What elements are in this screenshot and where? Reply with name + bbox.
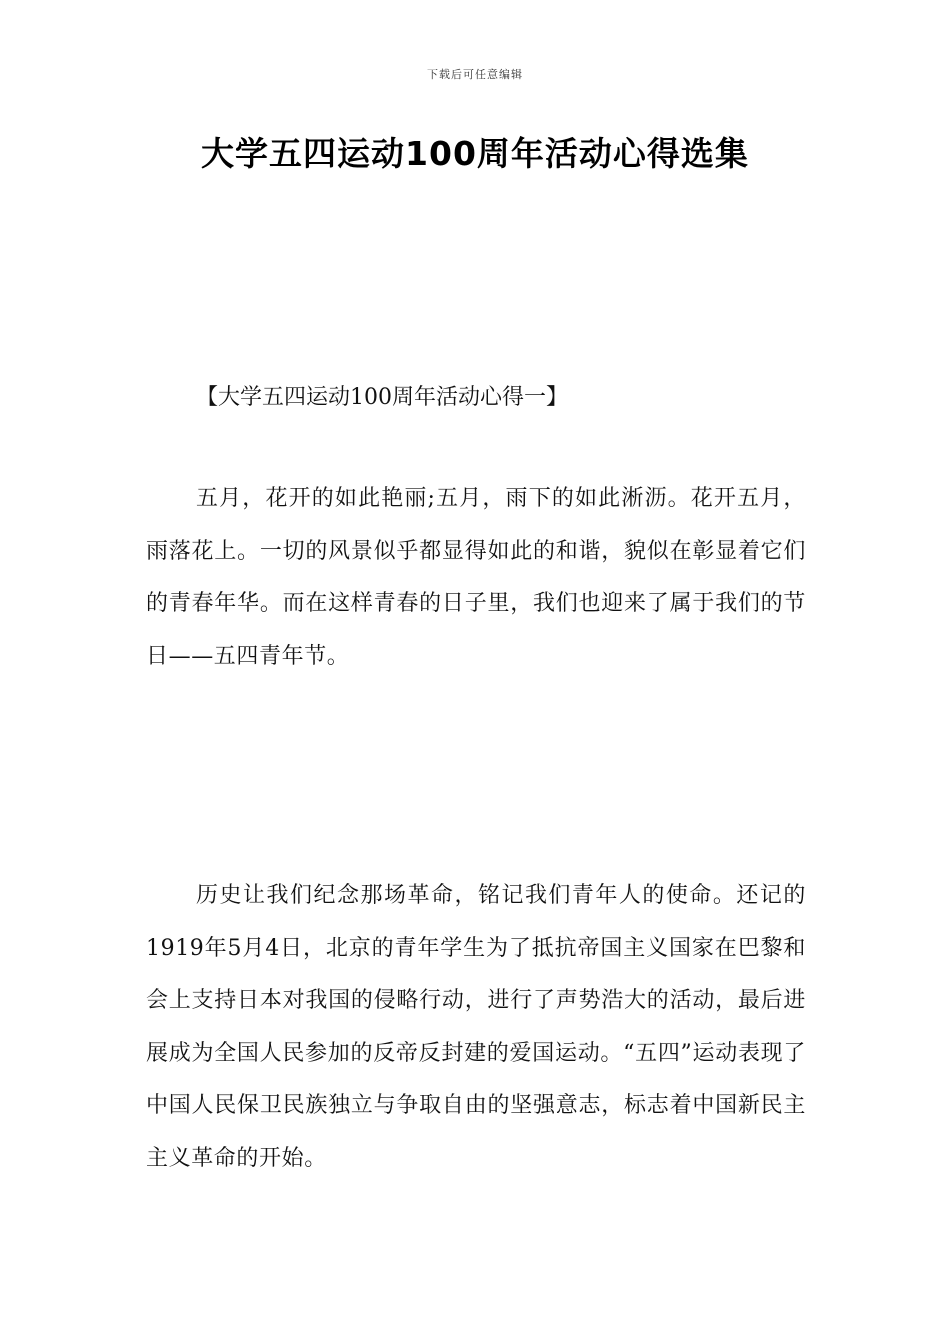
section-heading: 【大学五四运动100周年活动心得一】	[196, 385, 568, 410]
document-title: 大学五四运动100周年活动心得选集	[201, 134, 749, 173]
paragraph-2: 历史让我们纪念那场革命，铭记我们青年人的使命。还记的1919年5月4日，北京的青年学生为了抵抗帝国主义国家在巴黎和会上支持日本对我国的侵略行动，进行了声势浩大的活动，最后进展成为全国人民参加的反帝反封建的爱国运动。“五四”运动表现了中国人民保卫民族独立与争取自由的坚强意志，标志着中国新民主主义革命的开始。	[146, 883, 806, 1171]
paragraph-1: 五月，花开的如此艳丽;五月，雨下的如此淅沥。花开五月，雨落花上。一切的风景似乎都显得如此的和谐，貌似在彰显着它们的青春年华。而在这样青春的日子里，我们也迎来了属于我们的节日——五四青年节。	[146, 486, 806, 669]
header-note: 下载后可任意编辑	[427, 68, 523, 81]
